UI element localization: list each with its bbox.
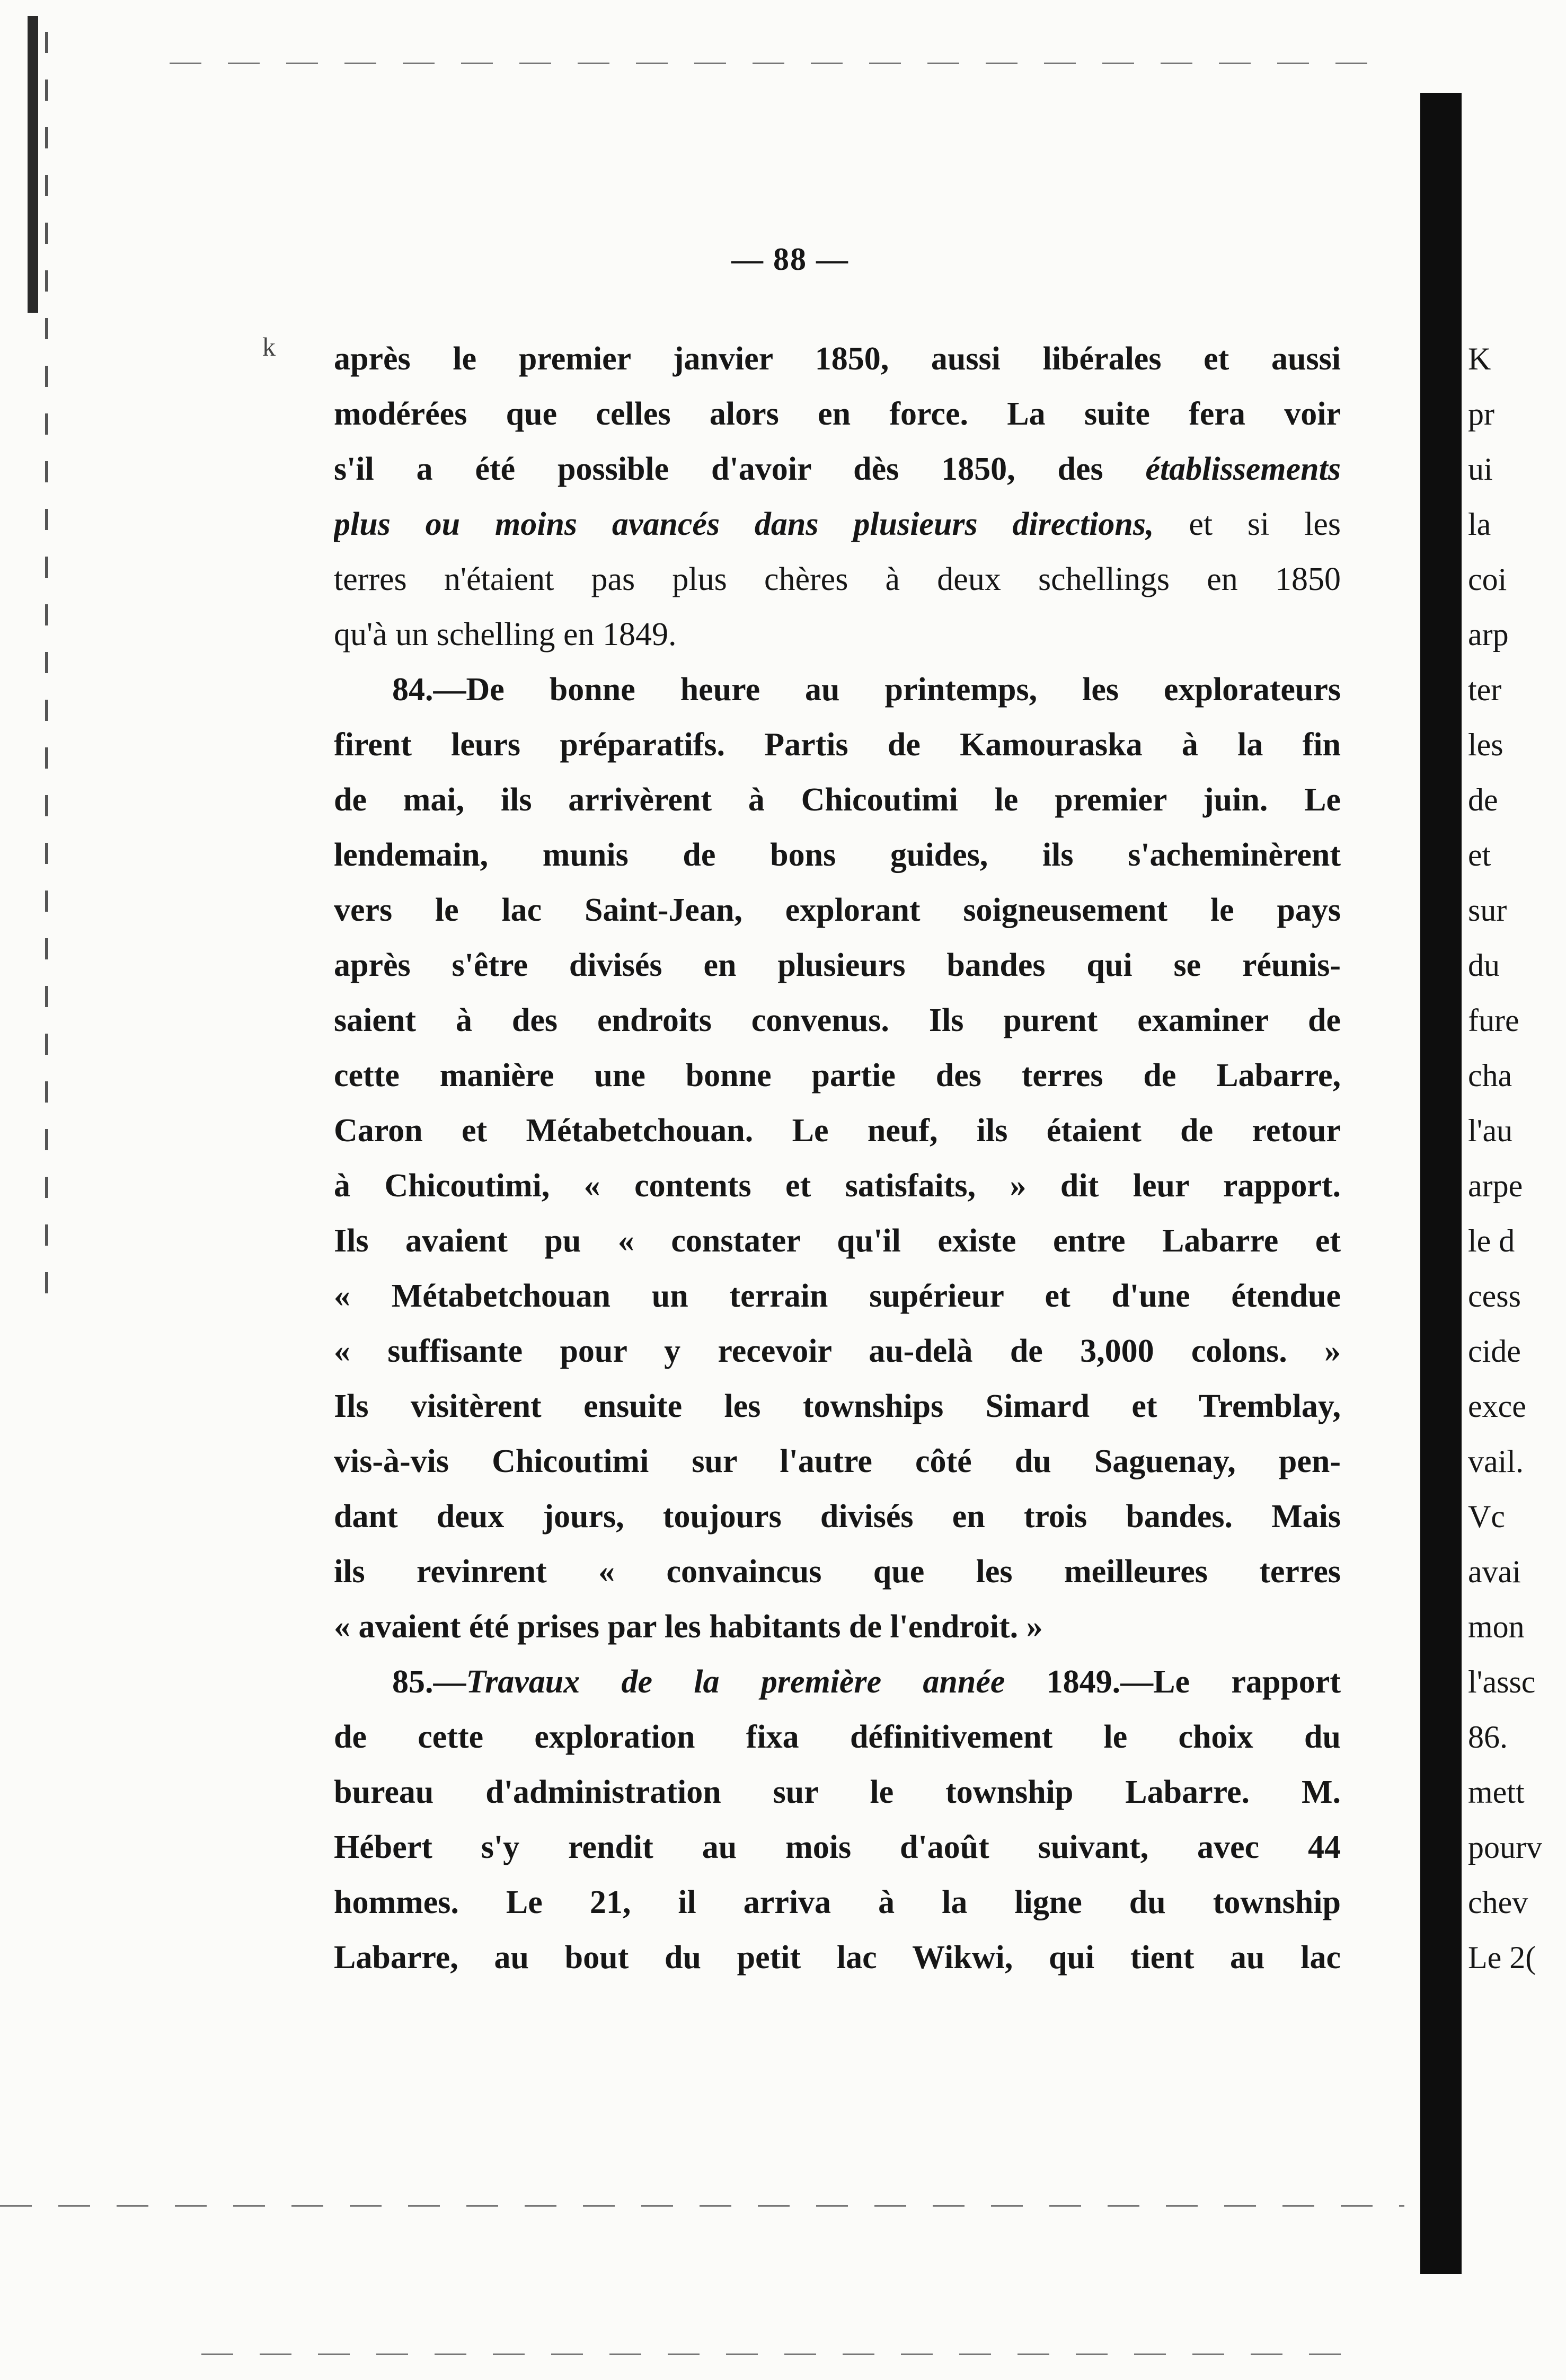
bottom-scan-rule xyxy=(0,2205,1404,2207)
text-run: hommes. Le 21, il arriva à la ligne du township xyxy=(334,1884,1341,1920)
text-line xyxy=(334,497,1341,552)
text-run: 1849.—Le rapport xyxy=(1005,1664,1341,1700)
text-run: cette manière une bonne partie des terres de Labarre, xyxy=(334,1057,1341,1094)
text-line xyxy=(334,552,1341,607)
adjacent-page-word: 86. xyxy=(1468,1720,1508,1755)
text-line xyxy=(334,1765,1341,1820)
adjacent-page-word: la xyxy=(1468,507,1491,542)
adjacent-page-word: ui xyxy=(1468,452,1493,487)
adjacent-page-word: pr xyxy=(1468,396,1494,431)
text-line xyxy=(334,1709,1341,1765)
page-edge-shadow xyxy=(28,16,38,313)
text-line xyxy=(334,1379,1341,1434)
text-line xyxy=(334,1599,1341,1654)
text-line xyxy=(334,331,1341,386)
text-run: lendemain, munis de bons guides, ils s'acheminèrent xyxy=(334,837,1341,873)
adjacent-page-word: cess xyxy=(1468,1279,1521,1314)
text-line xyxy=(334,993,1341,1048)
page-number: — 88 — xyxy=(731,242,849,277)
text-run: vis-à-vis Chicoutimi sur l'autre côté du Saguenay, pen- xyxy=(334,1443,1341,1479)
text-run: à Chicoutimi, « contents et satisfaits, » dit leur rapport. xyxy=(334,1168,1341,1204)
adjacent-page-word: ter xyxy=(1468,672,1502,707)
text-line xyxy=(334,662,1341,717)
text-line xyxy=(334,1268,1341,1324)
text-run: saient à des endroits convenus. Ils purent examiner de xyxy=(334,1002,1341,1038)
italic-phrase: plus ou moins avancés dans plusieurs directions, xyxy=(334,506,1154,542)
text-run: de mai, ils arrivèrent à Chicoutimi le premier juin. Le xyxy=(334,782,1341,818)
text-run: de cette exploration fixa définitivement le choix du xyxy=(334,1719,1341,1755)
text-line xyxy=(334,1434,1341,1489)
adjacent-page-word: et xyxy=(1468,838,1491,872)
text-run: terres n'étaient pas plus chères à deux schellings en 1850 xyxy=(334,561,1341,597)
text-run: « avaient été prises par les habitants de l'endroit. » xyxy=(334,1609,1043,1645)
text-line xyxy=(334,938,1341,993)
adjacent-page-word: mett xyxy=(1468,1775,1525,1810)
text-run: 84.—De bonne heure au printemps, les explorateurs xyxy=(392,672,1341,708)
adjacent-page-word: arp xyxy=(1468,617,1509,652)
page-edge-marks xyxy=(45,32,48,1304)
text-line xyxy=(334,1654,1341,1709)
adjacent-page-word: l'au xyxy=(1468,1113,1513,1148)
adjacent-page-word: le d xyxy=(1468,1223,1515,1258)
text-line xyxy=(334,717,1341,772)
adjacent-page-word: Le 2( xyxy=(1468,1940,1536,1975)
text-run: vers le lac Saint-Jean, explorant soigneusement le pays xyxy=(334,892,1341,928)
text-run: après le premier janvier 1850, aussi libérales et aussi xyxy=(334,341,1341,377)
text-line xyxy=(334,1820,1341,1875)
text-run: Ils visitèrent ensuite les townships Simard et Tremblay, xyxy=(334,1388,1341,1424)
text-run: dant deux jours, toujours divisés en trois bandes. Mais xyxy=(334,1498,1341,1535)
text-line xyxy=(334,1489,1341,1544)
adjacent-page-word: sur xyxy=(1468,893,1507,928)
text-line xyxy=(334,1213,1341,1268)
adjacent-page-word: fure xyxy=(1468,1003,1519,1038)
adjacent-page-word: les xyxy=(1468,727,1503,762)
adjacent-page-word: K xyxy=(1468,341,1491,376)
text-run: après s'être divisés en plusieurs bandes qui se réunis- xyxy=(334,947,1341,983)
italic-phrase: établissements xyxy=(1145,451,1341,487)
text-run: 85.— xyxy=(392,1664,466,1700)
adjacent-page-word: mon xyxy=(1468,1609,1525,1644)
adjacent-page-word: cha xyxy=(1468,1058,1512,1093)
italic-phrase: Travaux de la première année xyxy=(466,1664,1005,1700)
adjacent-page-word: pourv xyxy=(1468,1830,1542,1865)
footer-scan-rule xyxy=(201,2353,1367,2355)
text-run: « Métabetchouan un terrain supérieur et d'une étendue xyxy=(334,1278,1341,1314)
text-run: Ils avaient pu « constater qu'il existe entre Labarre et xyxy=(334,1223,1341,1259)
text-run: s'il a été possible d'avoir dès 1850, des xyxy=(334,451,1146,487)
adjacent-page-word: arpe xyxy=(1468,1168,1523,1203)
adjacent-page-word: de xyxy=(1468,782,1498,817)
adjacent-page-word: avai xyxy=(1468,1554,1521,1589)
text-run: et si les xyxy=(1154,506,1341,542)
text-line xyxy=(334,607,1341,662)
text-run: qu'à un schelling en 1849. xyxy=(334,616,677,653)
text-run: bureau d'administration sur le township Labarre. M. xyxy=(334,1774,1341,1810)
adjacent-page-word: cide xyxy=(1468,1334,1521,1369)
text-run: Hébert s'y rendit au mois d'août suivant, avec 44 xyxy=(334,1829,1341,1865)
text-line xyxy=(334,1048,1341,1103)
text-line xyxy=(334,1103,1341,1158)
text-line xyxy=(334,1930,1341,1985)
text-line xyxy=(334,827,1341,883)
text-run: modérées que celles alors en force. La suite fera voir xyxy=(334,396,1341,432)
text-line xyxy=(334,1158,1341,1213)
text-line xyxy=(334,1875,1341,1930)
text-run: Labarre, au bout du petit lac Wikwi, qui tient au lac xyxy=(334,1940,1341,1976)
adjacent-page-word: l'assc xyxy=(1468,1664,1536,1699)
margin-mark: k xyxy=(262,332,276,362)
adjacent-page-fragment xyxy=(1468,331,1566,1985)
text-run: Caron et Métabetchouan. Le neuf, ils étaient de retour xyxy=(334,1113,1341,1149)
adjacent-page-word: vail. xyxy=(1468,1444,1524,1479)
text-run: ils revinrent « convaincus que les meilleures terres xyxy=(334,1554,1341,1590)
text-line xyxy=(334,883,1341,938)
text-line xyxy=(334,442,1341,497)
text-run: firent leurs préparatifs. Partis de Kamouraska à la fin xyxy=(334,727,1341,763)
book-spine-gutter xyxy=(1420,93,1462,2274)
adjacent-page-word: du xyxy=(1468,948,1500,983)
main-text xyxy=(334,331,1341,1985)
text-line xyxy=(334,1324,1341,1379)
adjacent-page-word: chev xyxy=(1468,1885,1528,1920)
top-scan-rule xyxy=(170,63,1388,64)
text-run: « suffisante pour y recevoir au-delà de 3,000 colons. » xyxy=(334,1333,1341,1369)
adjacent-page-word: Vc xyxy=(1468,1499,1505,1534)
text-line xyxy=(334,772,1341,827)
text-line xyxy=(334,1544,1341,1599)
adjacent-page-word: exce xyxy=(1468,1389,1526,1424)
adjacent-page-word: coi xyxy=(1468,562,1507,597)
text-line xyxy=(334,386,1341,442)
